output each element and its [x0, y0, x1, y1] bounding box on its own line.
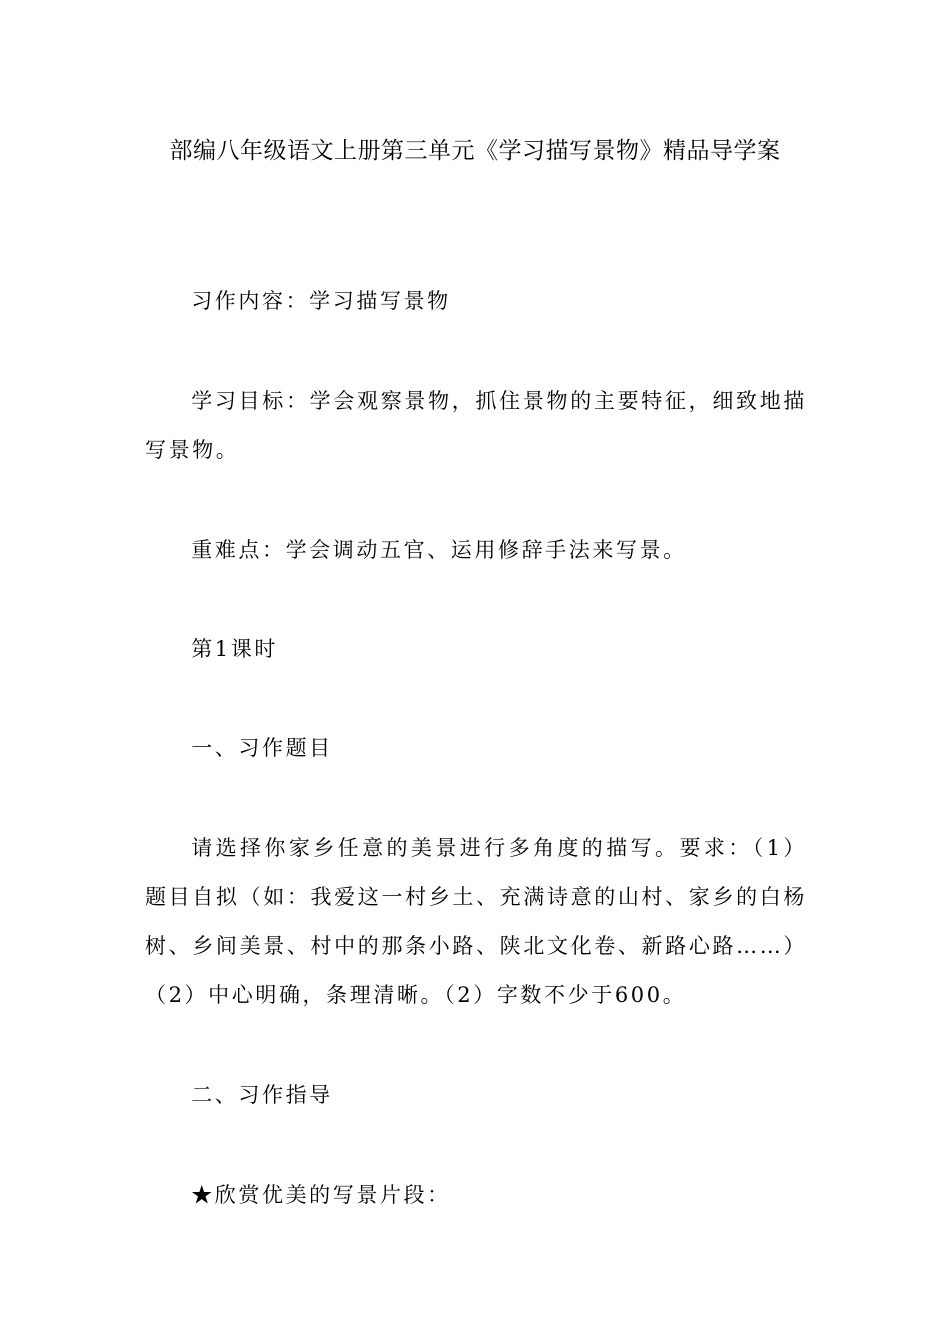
document-title: 部编八年级语文上册第三单元《学习描写景物》精品导学案 — [169, 138, 781, 164]
paragraph-key-difficulties: 重难点：学会调动五官、运用修辞手法来写景。 — [191, 538, 687, 562]
section-heading-writing-topic: 一、习作题目 — [191, 736, 333, 760]
paragraph-writing-content: 习作内容：学习描写景物 — [191, 289, 451, 313]
paragraph-topic-requirements: 请选择你家乡任意的美景进行多角度的描写。要求：（1）题目自拟（如：我爱这一村乡土、充满诗意的山村、家乡的白杨树、乡间美景、村中的那条小路、陕北文化卷、新路心路……）（2）中心明确，条理清晰。（2）字数不少于600。 — [145, 836, 807, 1007]
paragraph-learning-objective: 学习目标：学会观察景物，抓住景物的主要特征，细致地描写景物。 — [145, 389, 807, 462]
section-heading-writing-guidance: 二、习作指导 — [191, 1083, 333, 1107]
paragraph-appreciate-excerpts: ★欣赏优美的写景片段： — [191, 1183, 451, 1207]
paragraph-lesson-number: 第1课时 — [191, 637, 278, 661]
